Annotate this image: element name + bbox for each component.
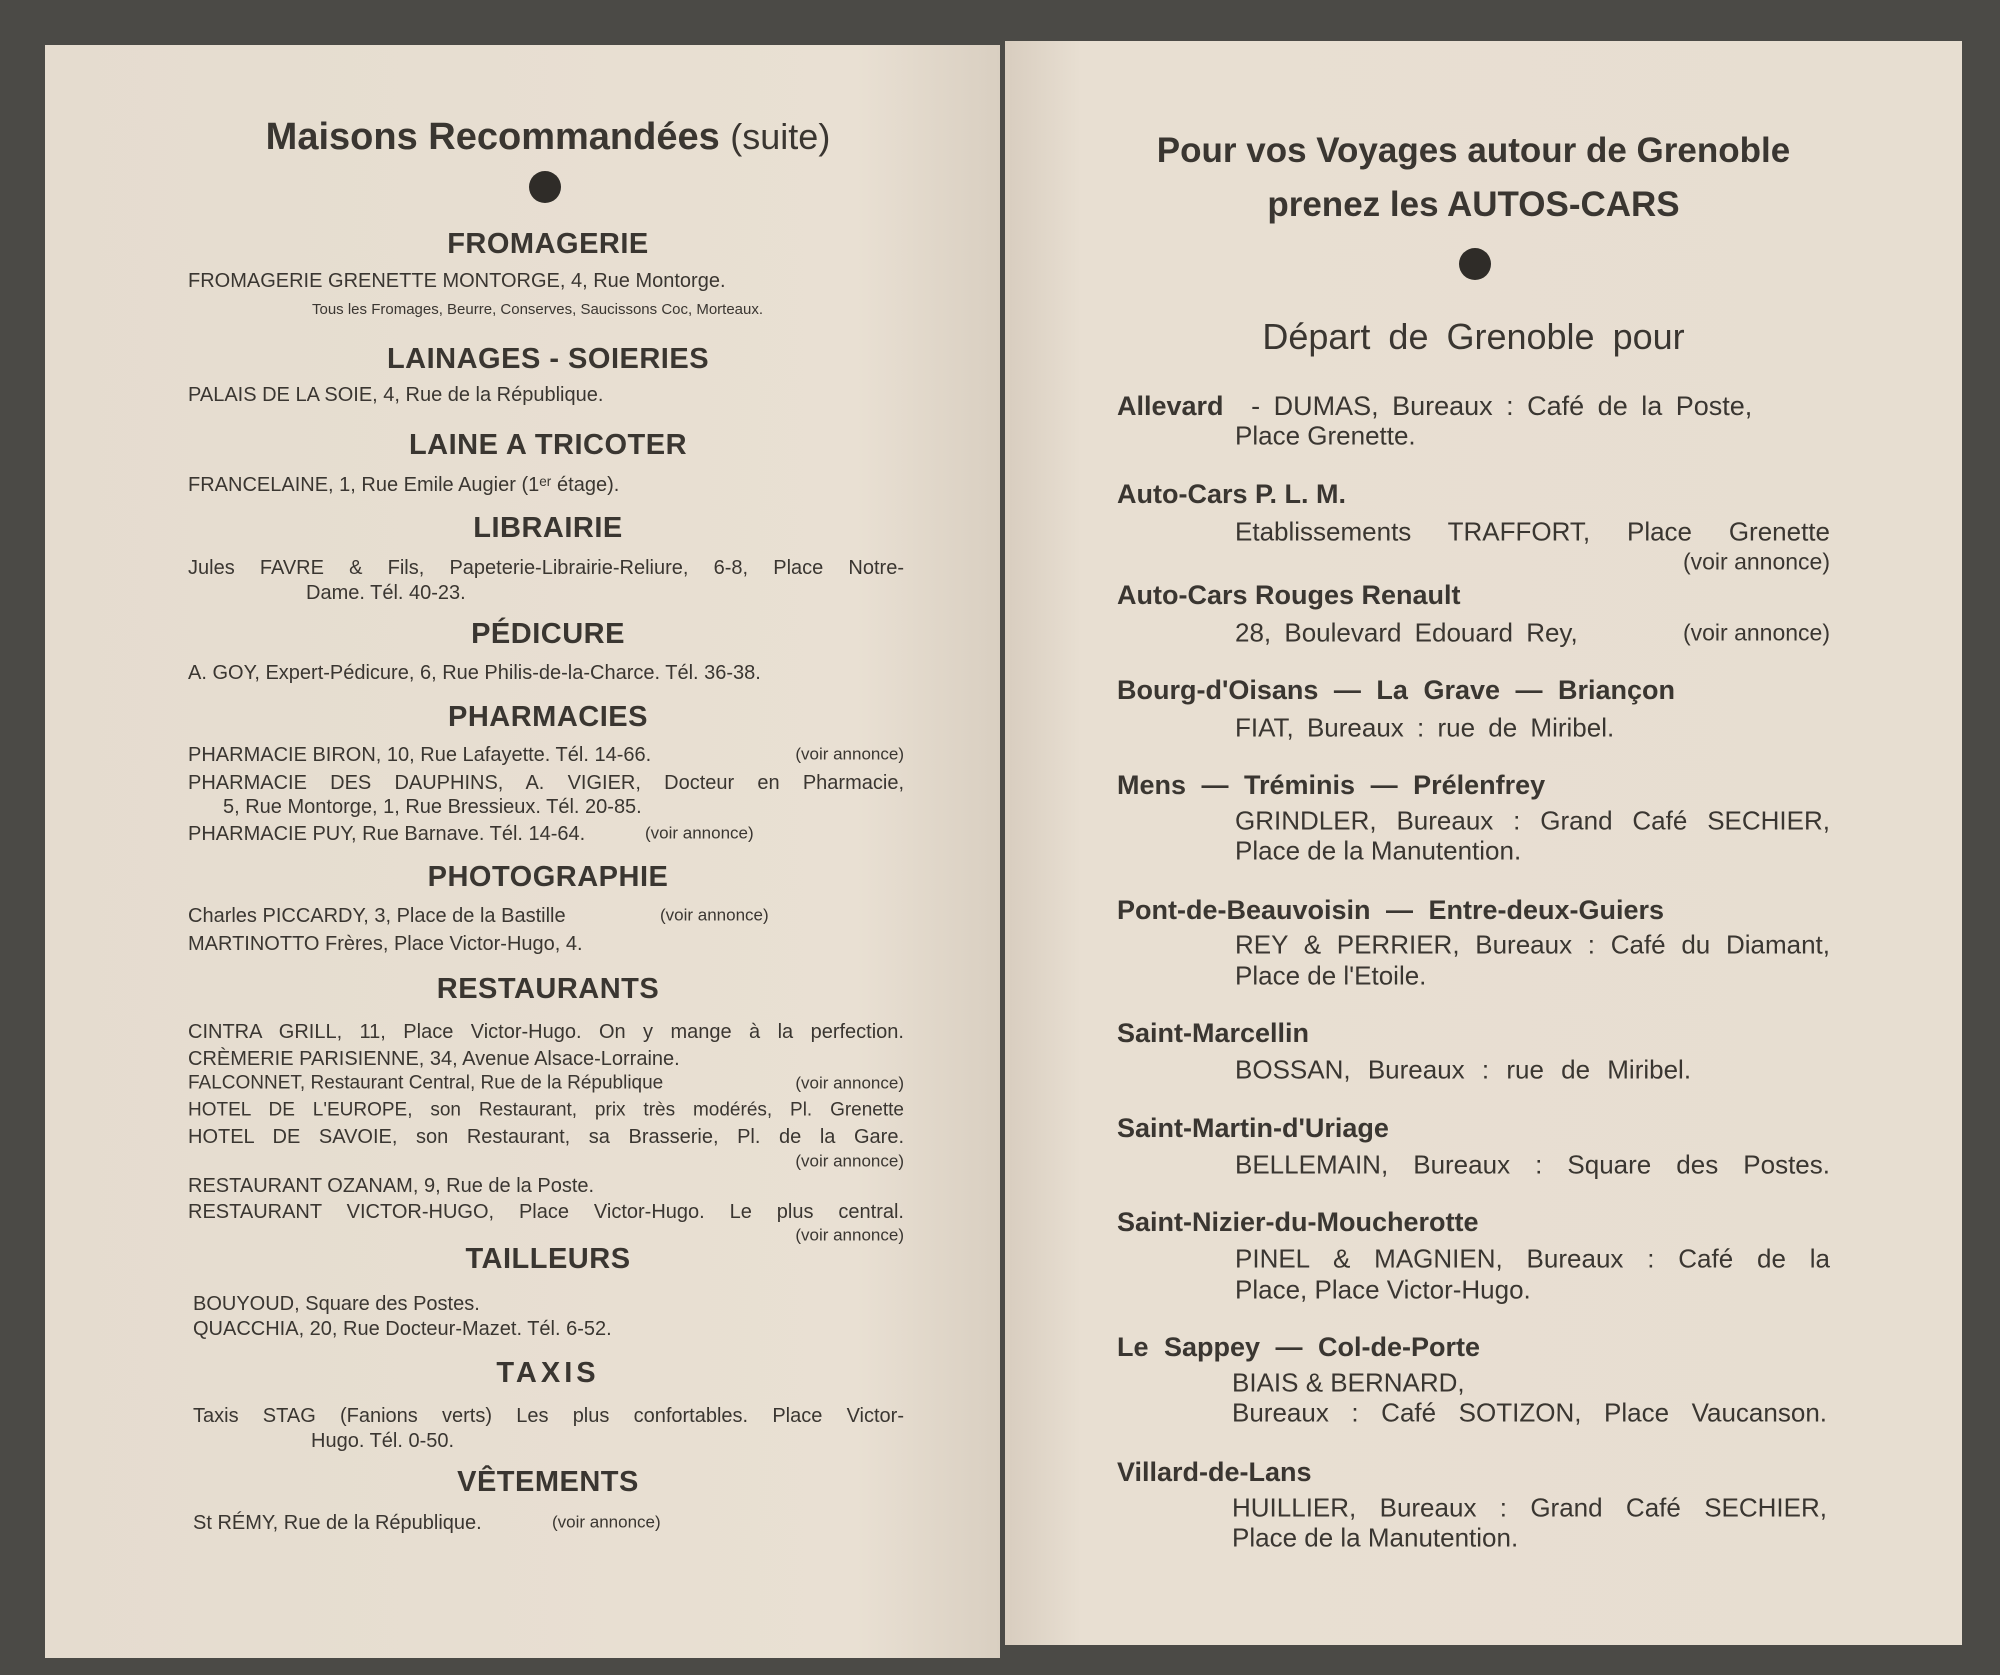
right-page-title: prenez les AUTOS-CARS: [1267, 184, 1680, 224]
section-heading: LAINE A TRICOTER: [408, 429, 688, 462]
route-line: 28, Boulevard Edouard Rey,: [1235, 617, 1578, 648]
section-heading: TAILLEURS: [465, 1243, 631, 1276]
route-line: Place, Place Victor-Hugo.: [1235, 1274, 1531, 1305]
listing-line: RESTAURANT OZANAM, 9, Rue de la Poste.: [188, 1175, 595, 1197]
see-advert-note: (voir annonce): [645, 823, 754, 843]
listing-line: BOUYOUD, Square des Postes.: [193, 1293, 480, 1315]
route-heading: Le Sappey — Col-de-Porte: [1117, 1332, 1481, 1363]
route-line: BELLEMAIN, Bureaux : Square des Postes.: [1235, 1149, 1830, 1180]
route-heading: Saint-Martin-d'Uriage: [1117, 1113, 1389, 1144]
route-line: PINEL & MAGNIEN, Bureaux : Café de la: [1235, 1243, 1830, 1274]
route-heading: Bourg-d'Oisans — La Grave — Briançon: [1117, 675, 1676, 706]
section-heading: LIBRAIRIE: [473, 512, 623, 545]
listing-line: RESTAURANT VICTOR-HUGO, Place Victor-Hugo. Le plus central.: [188, 1201, 904, 1223]
title-text: Maisons Recommandées: [265, 116, 720, 159]
route-line: GRINDLER, Bureaux : Grand Café SECHIER,: [1235, 805, 1830, 836]
listing-line: PHARMACIE DES DAUPHINS, A. VIGIER, Docteur en Pharmacie,: [188, 772, 904, 794]
see-advert-note: (voir annonce): [795, 1073, 904, 1093]
route-line: Place de la Manutention.: [1235, 835, 1522, 866]
listing-line: A. GOY, Expert-Pédicure, 6, Rue Philis-de-la-Charce. Tél. 36-38.: [188, 662, 761, 684]
listing-line: Taxis STAG (Fanions verts) Les plus confortables. Place Victor-: [193, 1405, 904, 1427]
section-heading: RESTAURANTS: [436, 973, 660, 1006]
listing-line: FALCONNET, Restaurant Central, Rue de la République: [188, 1072, 664, 1094]
section-heading: VÊTEMENTS: [457, 1466, 639, 1499]
see-advert-note: (voir annonce): [795, 744, 904, 764]
listing-line: HOTEL DE SAVOIE, son Restaurant, sa Brasserie, Pl. de la Gare.: [188, 1126, 904, 1148]
section-heading: PÉDICURE: [471, 618, 625, 651]
see-advert-note: (voir annonce): [1682, 548, 1830, 575]
route-heading: Pont-de-Beauvoisin — Entre-deux-Guiers: [1117, 895, 1665, 926]
route-line: Bureaux : Café SOTIZON, Place Vaucanson.: [1232, 1397, 1827, 1428]
route-heading: Saint-Nizier-du-Moucherotte: [1117, 1207, 1479, 1238]
route-heading: Saint-Marcellin: [1117, 1018, 1310, 1049]
listing-line: St RÉMY, Rue de la République.: [193, 1512, 482, 1534]
listing-line: PALAIS DE LA SOIE, 4, Rue de la République.: [188, 384, 604, 406]
route-line: FIAT, Bureaux : rue de Miribel.: [1235, 712, 1615, 743]
route-line: BIAIS & BERNARD,: [1232, 1367, 1465, 1398]
listing-line: PHARMACIE BIRON, 10, Rue Lafayette. Tél. 14-66.: [188, 744, 652, 766]
listing-note: Tous les Fromages, Beurre, Conserves, Saucissons Coc, Morteaux.: [312, 300, 764, 318]
section-heading: PHOTOGRAPHIE: [427, 861, 669, 894]
listing-line: CRÈMERIE PARISIENNE, 34, Avenue Alsace-Lorraine.: [188, 1048, 680, 1070]
listing-line: MARTINOTTO Frères, Place Victor-Hugo, 4.: [188, 933, 583, 955]
route-line: Place Grenette.: [1235, 420, 1416, 451]
see-advert-note: (voir annonce): [795, 1151, 904, 1171]
see-advert-note: (voir annonce): [552, 1512, 661, 1532]
see-advert-note: (voir annonce): [1682, 619, 1830, 646]
route-name: Allevard: [1117, 391, 1224, 422]
route-heading: Auto-Cars P. L. M.: [1117, 479, 1347, 510]
see-advert-note: (voir annonce): [660, 905, 769, 925]
listing-line: FRANCELAINE, 1, Rue Emile Augier (1ᵉʳ étage).: [188, 474, 620, 496]
route-line: HUILLIER, Bureaux : Grand Café SECHIER,: [1232, 1492, 1827, 1523]
listing-line: Jules FAVRE & Fils, Papeterie-Librairie-Reliure, 6-8, Place Notre-: [188, 557, 904, 579]
route-heading: Auto-Cars Rouges Renault: [1117, 580, 1461, 611]
route-heading: Mens — Tréminis — Prélenfrey: [1117, 770, 1546, 801]
route-line: REY & PERRIER, Bureaux : Café du Diamant,: [1235, 929, 1830, 960]
subtitle: Départ de Grenoble pour: [1262, 316, 1685, 358]
section-heading: PHARMACIES: [448, 701, 648, 734]
title-suffix: (suite): [730, 116, 831, 158]
route-heading: Villard-de-Lans: [1117, 1457, 1312, 1488]
section-heading: LAINAGES - SOIERIES: [386, 343, 710, 376]
listing-line: Dame. Tél. 40-23.: [306, 582, 466, 604]
route-line: Etablissements TRAFFORT, Place Grenette: [1235, 516, 1830, 547]
listing-line: CINTRA GRILL, 11, Place Victor-Hugo. On y mange à la perfection.: [188, 1021, 904, 1043]
listing-line: PHARMACIE PUY, Rue Barnave. Tél. 14-64.: [188, 823, 586, 845]
route-operator: - DUMAS, Bureaux : Café de la Poste,: [1251, 391, 1753, 422]
route-line: BOSSAN, Bureaux : rue de Miribel.: [1235, 1054, 1692, 1085]
section-heading: TAXIS: [496, 1357, 600, 1390]
section-heading: FROMAGERIE: [447, 228, 649, 261]
right-page-title: Pour vos Voyages autour de Grenoble: [1156, 130, 1791, 170]
listing-line: FROMAGERIE GRENETTE MONTORGE, 4, Rue Montorge.: [188, 270, 726, 292]
listing-line: Charles PICCARDY, 3, Place de la Bastille: [188, 905, 566, 927]
left-page-title: [148, 117, 948, 159]
bullet-dot-icon: [529, 171, 561, 203]
listing-line: 5, Rue Montorge, 1, Rue Bressieux. Tél. 20-85.: [223, 796, 642, 818]
route-line: Place de la Manutention.: [1232, 1522, 1519, 1553]
listing-line: QUACCHIA, 20, Rue Docteur-Mazet. Tél. 6-52.: [193, 1318, 612, 1340]
route-line: Place de l'Etoile.: [1235, 960, 1427, 991]
route-heading: [1117, 392, 1830, 422]
see-advert-note: (voir annonce): [795, 1225, 904, 1245]
bullet-dot-icon: [1459, 248, 1491, 280]
listing-line: Hugo. Tél. 0-50.: [311, 1430, 455, 1452]
listing-line: HOTEL DE L'EUROPE, son Restaurant, prix très modérés, Pl. Grenette: [188, 1099, 904, 1121]
